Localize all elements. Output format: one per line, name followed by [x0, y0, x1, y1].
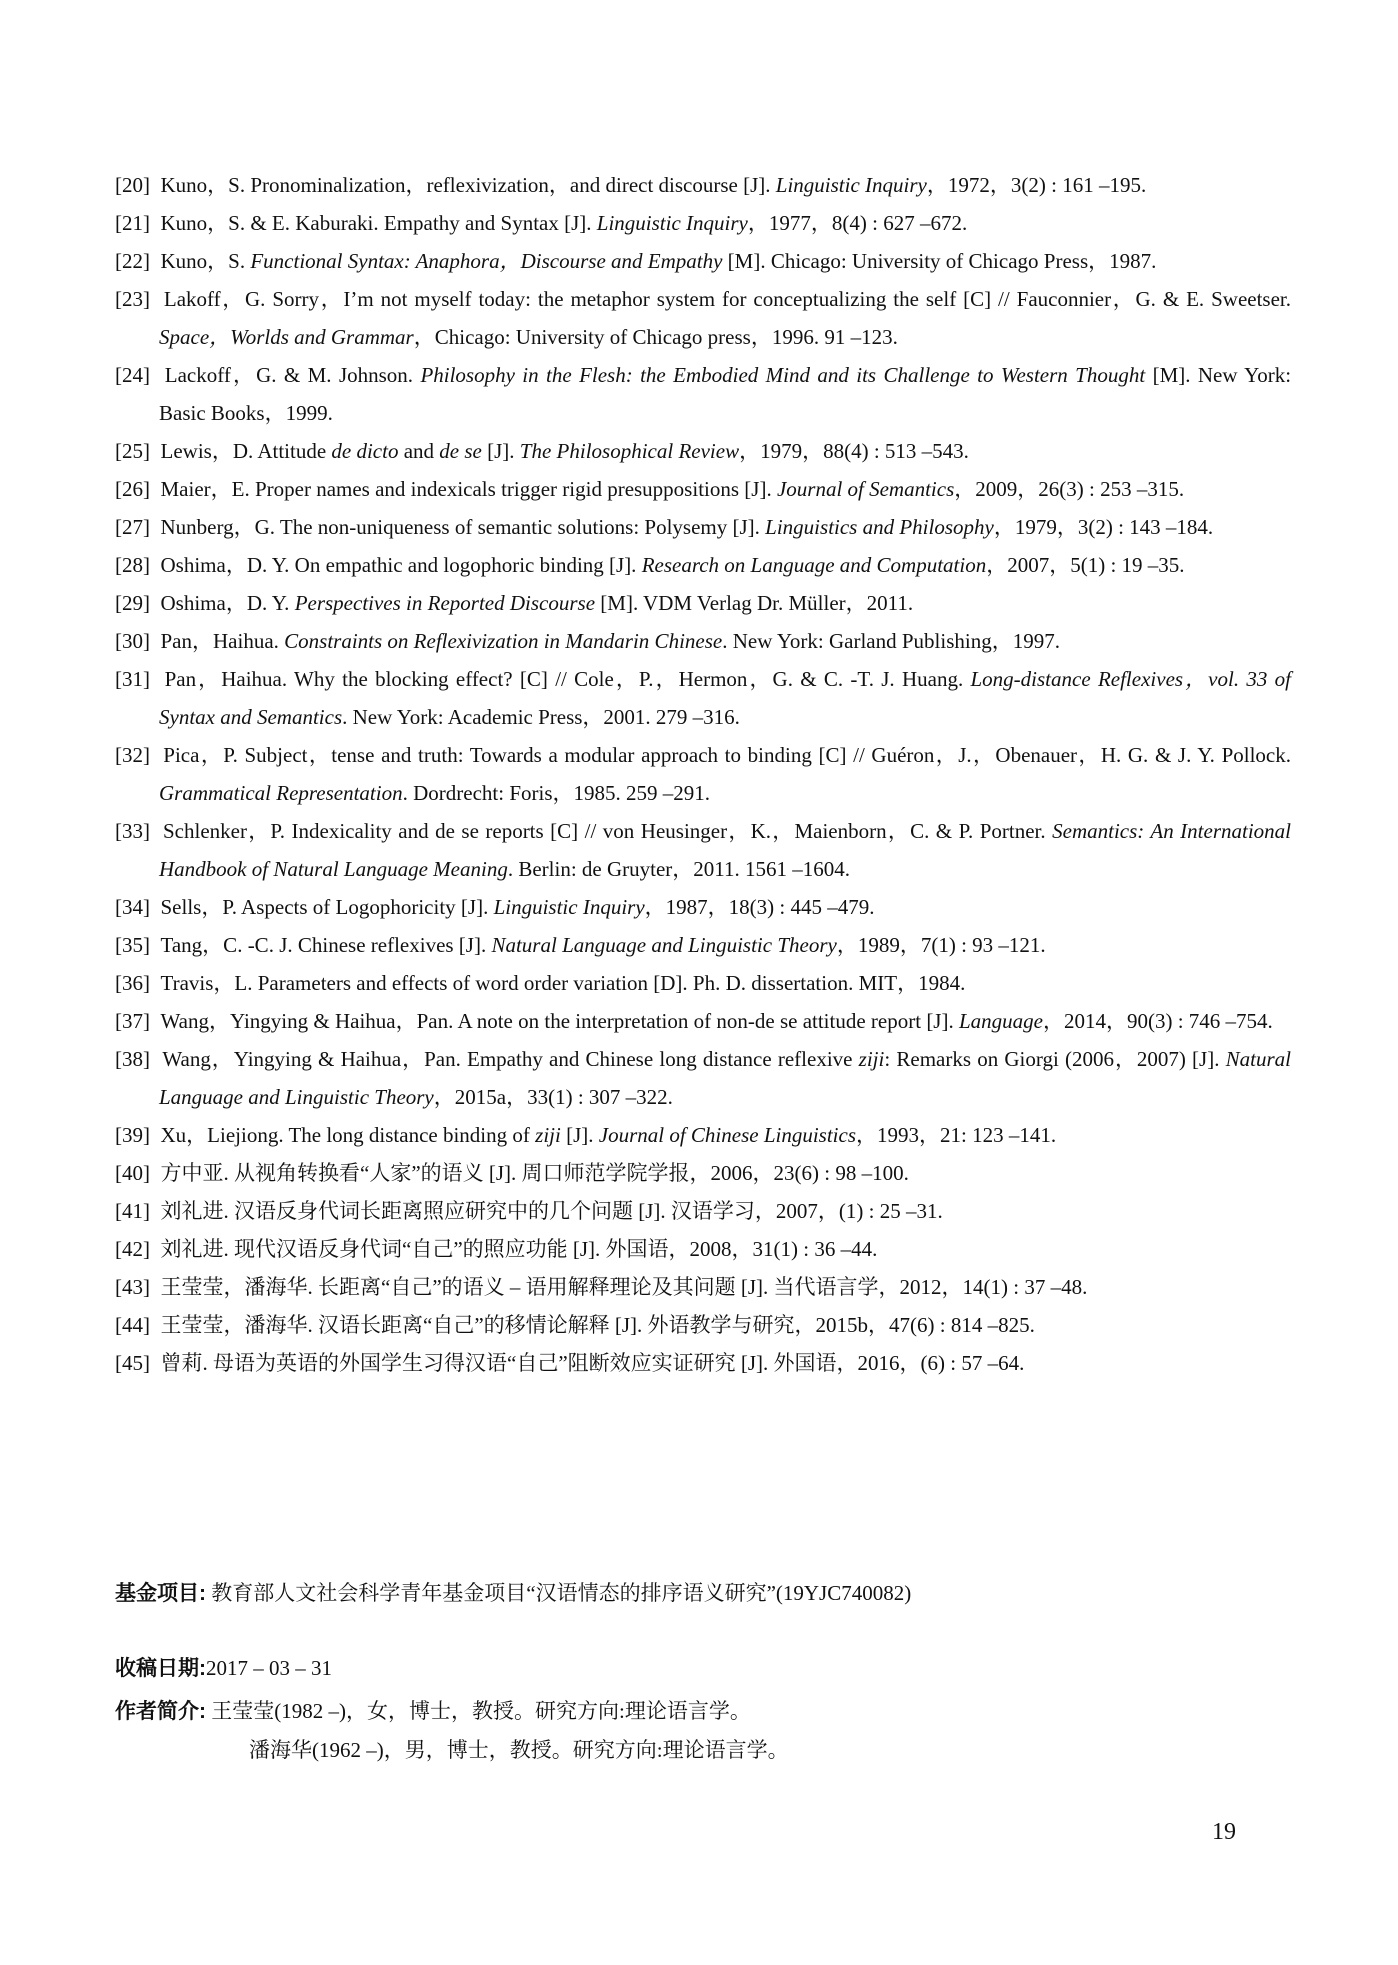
- reference-item: [115, 1154, 1291, 1192]
- reference-label: [44]: [115, 1313, 150, 1337]
- reference-italic-text: Language: [958, 1009, 1043, 1033]
- reference-text: [M]. Chicago: University of Chicago Press，1987.: [722, 249, 1157, 273]
- reference-item: [115, 1192, 1291, 1230]
- reference-item: [115, 470, 1291, 508]
- reference-label: [39]: [115, 1123, 150, 1147]
- reference-label: [23]: [115, 287, 150, 311]
- reference-text: ，1979，88(4) : 513 –543.: [739, 439, 969, 463]
- reference-item: [115, 546, 1291, 584]
- reference-label: [40]: [115, 1161, 150, 1185]
- reference-text: ，2015a，33(1) : 307 –322.: [433, 1085, 673, 1109]
- received-date-line: [115, 1652, 332, 1685]
- reference-text: Oshima，D. Y.: [160, 591, 295, 615]
- author-bio-text: 潘海华(1962 –)，男，博士，教授。研究方向:理论语言学。: [249, 1738, 789, 1762]
- reference-item: [115, 242, 1291, 280]
- reference-italic-text: de dicto: [331, 439, 399, 463]
- references-list: [115, 166, 1291, 1382]
- reference-italic-text: Perspectives in Reported Discourse: [294, 591, 596, 615]
- reference-text: ，2007，5(1) : 19 –35.: [986, 553, 1185, 577]
- reference-label: [36]: [115, 971, 150, 995]
- reference-italic-text: Journal of Semantics: [776, 477, 955, 501]
- reference-item: [115, 1040, 1291, 1116]
- reference-label: [41]: [115, 1199, 150, 1223]
- reference-text: Wang，Yingying & Haihua，Pan. A note on the interpretation of non-de se attitude report [J].: [160, 1009, 959, 1033]
- reference-italic-text: ziji: [535, 1123, 561, 1147]
- reference-text: . Berlin: de Gruyter，2011. 1561 –1604.: [507, 857, 851, 881]
- reference-italic-text: Natural Language and Linguistic Theory: [159, 1047, 1292, 1109]
- reference-item: [115, 1116, 1291, 1154]
- fund-project-line: [115, 1574, 1295, 1613]
- reference-label: [45]: [115, 1351, 150, 1375]
- author-bio-line: [115, 1692, 789, 1731]
- reference-label: [28]: [115, 553, 150, 577]
- reference-item: [115, 964, 1291, 1002]
- reference-label: [42]: [115, 1237, 150, 1261]
- reference-italic-text: The Philosophical Review: [519, 439, 740, 463]
- reference-item: [115, 432, 1291, 470]
- reference-italic-text: Natural Language and Linguistic Theory: [491, 933, 837, 957]
- reference-text: Maier，E. Proper names and indexicals trigger rigid presuppositions [J].: [160, 477, 777, 501]
- reference-item: [115, 926, 1291, 964]
- reference-label: [30]: [115, 629, 150, 653]
- reference-label: [32]: [115, 743, 150, 767]
- received-date-text: 2017 – 03 – 31: [206, 1656, 332, 1680]
- reference-label: [33]: [115, 819, 150, 843]
- reference-text: ，Chicago: University of Chicago press，1996. 91 –123.: [413, 325, 898, 349]
- fund-project-label: 基金项目:: [115, 1582, 206, 1605]
- reference-text: 刘礼进. 现代汉语反身代词“自己”的照应功能 [J]. 外国语，2008，31(1) : 36 –44.: [160, 1237, 878, 1261]
- reference-text: ，1979，3(2) : 143 –184.: [993, 515, 1214, 539]
- reference-italic-text: Semantics: An International Handbook of Natural Language Meaning: [159, 819, 1292, 881]
- reference-item: [115, 356, 1291, 432]
- reference-text: . Dordrecht: Foris，1985. 259 –291.: [402, 781, 711, 805]
- reference-label: [21]: [115, 211, 150, 235]
- reference-text: and: [398, 439, 440, 463]
- reference-text: Wang，Yingying & Haihua，Pan. Empathy and Chinese long distance reflexive: [162, 1047, 859, 1071]
- reference-text: 王莹莹，潘海华. 长距离“自己”的语义 – 语用解释理论及其问题 [J]. 当代语言学，2012，14(1) : 37 –48.: [160, 1275, 1088, 1299]
- reference-text: Lewis，D. Attitude: [160, 439, 332, 463]
- reference-label: [20]: [115, 173, 150, 197]
- reference-text: Nunberg，G. The non-uniqueness of semantic solutions: Polysemy [J].: [160, 515, 766, 539]
- reference-text: Tang，C. -C. J. Chinese reflexives [J].: [160, 933, 492, 957]
- reference-item: [115, 660, 1291, 736]
- reference-label: [25]: [115, 439, 150, 463]
- reference-text: Sells，P. Aspects of Logophoricity [J].: [160, 895, 494, 919]
- reference-label: [37]: [115, 1009, 150, 1033]
- reference-italic-text: Linguistic Inquiry: [493, 895, 645, 919]
- fund-project-text: 教育部人文社会科学青年基金项目“汉语情态的排序语义研究”(19YJC740082): [211, 1581, 912, 1605]
- reference-text: Schlenker，P. Indexicality and de se reports [C] // von Heusinger，K.，Maienborn，C. & P. Portner.: [162, 819, 1053, 843]
- reference-text: [J].: [481, 439, 520, 463]
- reference-text: . New York: Garland Publishing，1997.: [722, 629, 1060, 653]
- reference-item: [115, 166, 1291, 204]
- reference-label: [26]: [115, 477, 150, 501]
- reference-label: [27]: [115, 515, 150, 539]
- reference-italic-text: Grammatical Representation: [159, 781, 403, 805]
- reference-text: Pan，Haihua.: [160, 629, 285, 653]
- reference-text: Travis，L. Parameters and effects of word order variation [D]. Ph. D. dissertation. MIT，1984.: [160, 971, 966, 995]
- reference-item: [115, 1306, 1291, 1344]
- reference-item: [115, 622, 1291, 660]
- reference-text: ，2009，26(3) : 253 –315.: [954, 477, 1185, 501]
- reference-text: [M]. VDM Verlag Dr. Müller，2011.: [595, 591, 914, 615]
- reference-item: [115, 812, 1291, 888]
- reference-item: [115, 1344, 1291, 1382]
- reference-italic-text: Space，Worlds and Grammar: [159, 325, 414, 349]
- reference-label: [38]: [115, 1047, 150, 1071]
- reference-italic-text: de se: [439, 439, 482, 463]
- reference-label: [34]: [115, 895, 150, 919]
- reference-italic-text: Linguistic Inquiry: [775, 173, 927, 197]
- page-number: 19: [1212, 1819, 1236, 1845]
- reference-text: Pan，Haihua. Why the blocking effect? [C] // Cole，P.，Hermon，G. & C. -T. J. Huang.: [164, 667, 971, 691]
- author-bio-line: [115, 1731, 789, 1770]
- reference-text: 刘礼进. 汉语反身代词长距离照应研究中的几个问题 [J]. 汉语学习，2007，(1) : 25 –31.: [160, 1199, 943, 1223]
- reference-italic-text: Functional Syntax: Anaphora，Discourse and Empathy: [250, 249, 723, 273]
- reference-text: ，1972，3(2) : 161 –195.: [926, 173, 1147, 197]
- reference-italic-text: Long-distance Reflexives，vol. 33 of Syntax and Semantics: [159, 667, 1291, 729]
- reference-text: Kuno，S. & E. Kaburaki. Empathy and Syntax [J].: [160, 211, 597, 235]
- reference-item: [115, 736, 1291, 812]
- reference-italic-text: Journal of Chinese Linguistics: [598, 1123, 856, 1147]
- author-bio-text: 王莹莹(1982 –)，女，博士，教授。研究方向:理论语言学。: [211, 1699, 751, 1723]
- reference-text: Lackoff，G. & M. Johnson.: [164, 363, 421, 387]
- reference-italic-text: Linguistics and Philosophy: [765, 515, 994, 539]
- reference-label: [43]: [115, 1275, 150, 1299]
- reference-item: [115, 1230, 1291, 1268]
- reference-text: Kuno，S. Pronominalization，reflexivization，and direct discourse [J].: [160, 173, 776, 197]
- received-date-label: 收稿日期:: [115, 1657, 206, 1680]
- reference-item: [115, 888, 1291, 926]
- reference-text: ，1993，21: 123 –141.: [856, 1123, 1057, 1147]
- reference-label: [29]: [115, 591, 150, 615]
- reference-text: 王莹莹，潘海华. 汉语长距离“自己”的移情论解释 [J]. 外语教学与研究，2015b，47(6) : 814 –825.: [160, 1313, 1035, 1337]
- reference-label: [35]: [115, 933, 150, 957]
- reference-item: [115, 584, 1291, 622]
- reference-text: [M]. New York: Basic Books，1999.: [159, 363, 1292, 425]
- reference-text: Xu，Liejiong. The long distance binding of: [160, 1123, 536, 1147]
- reference-text: ，1987，18(3) : 445 –479.: [644, 895, 875, 919]
- reference-text: Lakoff，G. Sorry，I’m not myself today: the metaphor system for conceptualizing the self [C] // Fauconnier，G. & E. Sweetser.: [163, 287, 1291, 311]
- reference-italic-text: Philosophy in the Flesh: the Embodied Mind and its Challenge to Western Thought: [420, 363, 1146, 387]
- reference-item: [115, 1002, 1291, 1040]
- reference-text: [J].: [560, 1123, 599, 1147]
- reference-italic-text: Research on Language and Computation: [641, 553, 987, 577]
- reference-label: [31]: [115, 667, 150, 691]
- reference-text: 曾莉. 母语为英语的外国学生习得汉语“自己”阻断效应实证研究 [J]. 外国语，2016，(6) : 57 –64.: [160, 1351, 1025, 1375]
- reference-text: ，2014，90(3) : 746 –754.: [1042, 1009, 1273, 1033]
- author-bio-label: 作者简介:: [115, 1700, 206, 1723]
- reference-label: [22]: [115, 249, 150, 273]
- reference-item: [115, 508, 1291, 546]
- reference-italic-text: Linguistic Inquiry: [596, 211, 748, 235]
- reference-italic-text: ziji: [858, 1047, 885, 1071]
- reference-text: Pica，P. Subject，tense and truth: Towards a modular approach to binding [C] // Guéron，J.，Obenauer，H. G. & J. Y. Pollock.: [163, 743, 1291, 767]
- author-bio-block: [115, 1692, 789, 1770]
- reference-text: 方中亚. 从视角转换看“人家”的语义 [J]. 周口师范学院学报，2006，23(6) : 98 –100.: [160, 1161, 909, 1185]
- reference-italic-text: Constraints on Reflexivization in Mandarin Chinese: [284, 629, 723, 653]
- reference-text: . New York: Academic Press，2001. 279 –316.: [342, 705, 740, 729]
- reference-text: : Remarks on Giorgi (2006，2007) [J].: [884, 1047, 1226, 1071]
- reference-label: [24]: [115, 363, 150, 387]
- reference-item: [115, 1268, 1291, 1306]
- reference-text: Kuno，S.: [160, 249, 251, 273]
- reference-item: [115, 280, 1291, 356]
- reference-text: ，1989，7(1) : 93 –121.: [836, 933, 1046, 957]
- reference-text: Oshima，D. Y. On empathic and logophoric binding [J].: [160, 553, 642, 577]
- reference-item: [115, 204, 1291, 242]
- reference-text: ，1977，8(4) : 627 –672.: [747, 211, 968, 235]
